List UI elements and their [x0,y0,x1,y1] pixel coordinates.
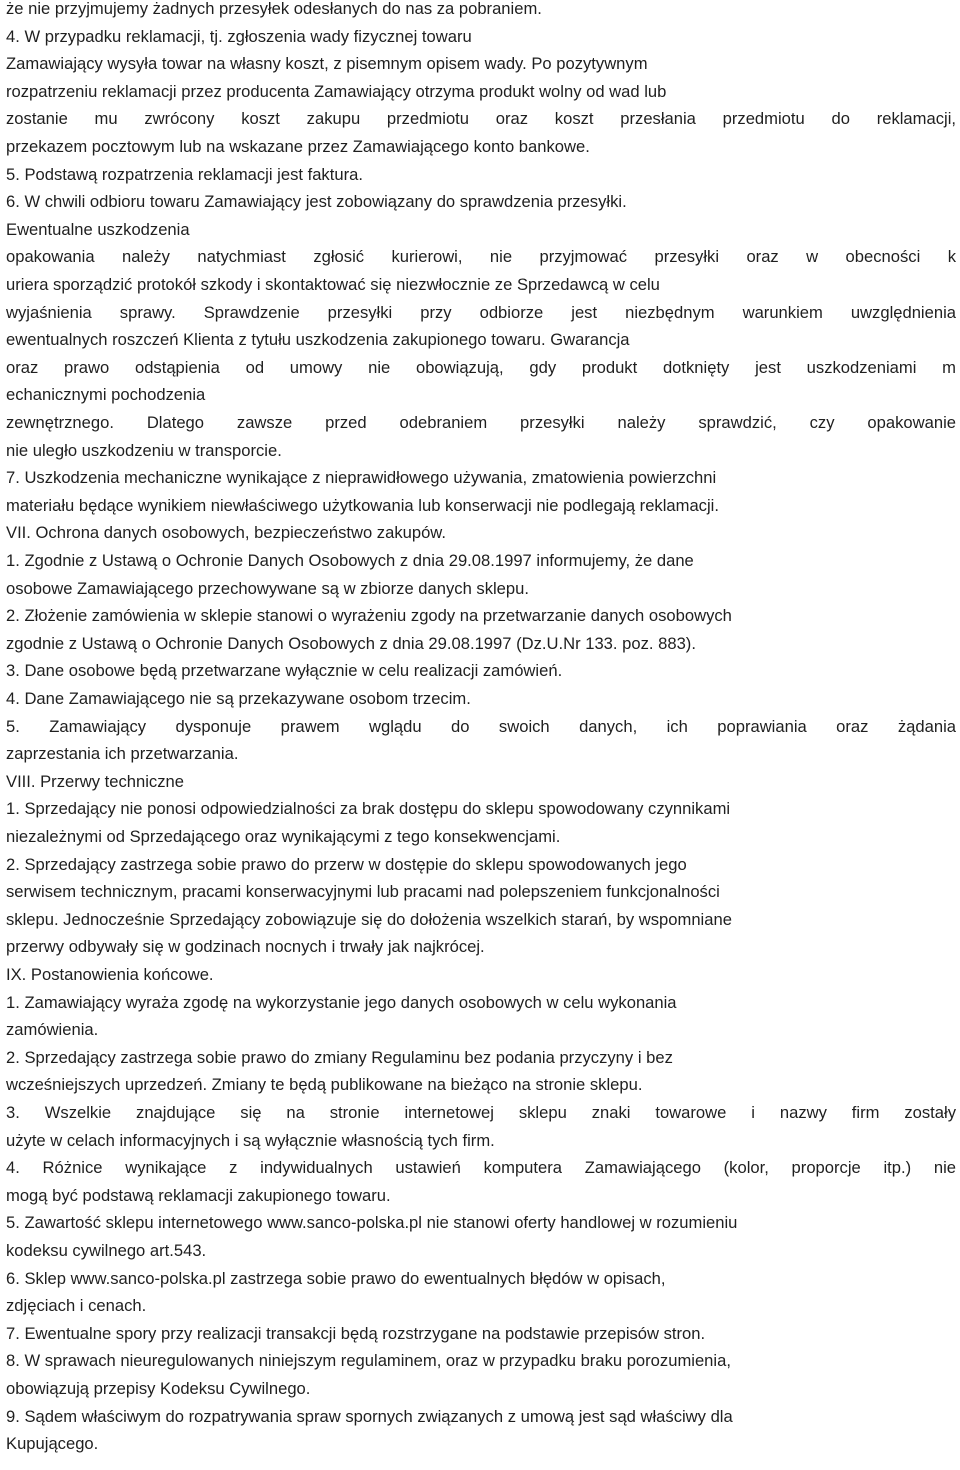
text-line: IX. Postanowienia końcowe. [6,965,214,984]
text-line: nie uległo uszkodzeniu w transporcie. [6,440,282,460]
text-line: 3. Dane osobowe będą przetwarzane wyłącznie w celu realizacji zamówień. [6,661,563,681]
text-line: 4. W przypadku reklamacji, tj. zgłoszenia wady fizycznej towaru [6,26,472,46]
text-line: 1. Zamawiający wyraża zgodę na wykorzystanie jego danych osobowych w celu wykonania [6,992,677,1012]
text-line: zostanie mu zwrócony koszt zakupu przedmiotu oraz koszt przesłania przedmiotu do reklamacji, [6,109,956,129]
text-line: 5. Zawartość sklepu internetowego www.sanco-polska.pl nie stanowi oferty handlowej w rozumieniu [6,1213,738,1233]
text-line: kodeksu cywilnego art.543. [6,1241,207,1260]
text-line: 4. Dane Zamawiającego nie są przekazywane osobom trzecim. [6,689,471,708]
text-line: sklepu. Jednocześnie Sprzedający zobowiązuje się do dołożenia wszelkich starań, by wspomniane [6,909,732,929]
text-line: rozpatrzeniu reklamacji przez producenta Zamawiający otrzyma produkt wolny od wad lub [6,81,667,101]
text-line: 5. Podstawą rozpatrzenia reklamacji jest faktura. [6,164,363,184]
text-line: przerwy odbywały się w godzinach nocnych i trwały jak najkrócej. [6,937,485,957]
text-line: 2. Złożenie zamówienia w sklepie stanowi o wyrażeniu zgody na przetwarzanie danych osobowych [6,606,732,626]
text-line: 3. Wszelkie znajdujące się na stronie internetowej sklepu znaki towarowe i nazwy firm zostały [6,1103,956,1122]
text-line: wyjaśnienia sprawy. Sprawdzenie przesyłki przy odbiorze jest niezbędnym warunkiem uwzględnienia [6,302,956,322]
text-line: wcześniejszych uprzedzeń. Zmiany te będą publikowane na bieżąco na stronie sklepu. [6,1075,643,1095]
text-line: 8. W sprawach nieuregulowanych niniejszym regulaminem, oraz w przypadku braku porozumienia, [6,1351,731,1371]
text-line: 4. Różnice wynikające z indywidualnych ustawień komputera Zamawiającego (kolor, proporcje itp.) nie [6,1158,956,1178]
text-line: 1. Sprzedający nie ponosi odpowiedzialności za brak dostępu do sklepu spowodowany czynnikami [6,799,731,819]
text-line: opakowania należy natychmiast zgłosić kurierowi, nie przyjmować przesyłki oraz w obecności k [6,247,956,267]
text-line: zaprzestania ich przetwarzania. [6,744,239,764]
text-line: serwisem technicznym, pracami konserwacyjnymi lub pracami nad polepszeniem funkcjonalności [6,882,720,902]
text-line: 7. Uszkodzenia mechaniczne wynikające z nieprawidłowego używania, zmatowienia powierzchni [6,468,717,488]
text-line: zgodnie z Ustawą o Ochronie Danych Osobowych z dnia 29.08.1997 (Dz.U.Nr 133. poz. 883). [6,633,696,653]
text-line: 6. W chwili odbioru towaru Zamawiający jest zobowiązany do sprawdzenia przesyłki. [6,192,627,212]
text-line: VIII. Przerwy techniczne [6,771,184,791]
text-line: 2. Sprzedający zastrzega sobie prawo do przerw w dostępie do sklepu spowodowanych jego [6,854,687,874]
text-line: 1. Zgodnie z Ustawą o Ochronie Danych Osobowych z dnia 29.08.1997 informujemy, że dane [6,551,694,570]
text-line: Zamawiający wysyła towar na własny koszt, z pisemnym opisem wady. Po pozytywnym [6,54,648,74]
text-line: 5. Zamawiający dysponuje prawem wglądu do swoich danych, ich poprawiania oraz żądania [6,716,956,736]
text-line: zewnętrznego. Dlatego zawsze przed odebraniem przesyłki należy sprawdzić, czy opakowanie [6,413,956,432]
text-line: VII. Ochrona danych osobowych, bezpieczeństwo zakupów. [6,523,446,543]
text-line: Kupującego. [6,1434,99,1454]
text-line: zdjęciach i cenach. [6,1296,147,1316]
text-line: obowiązują przepisy Kodeksu Cywilnego. [6,1379,311,1398]
text-line: uriera sporządzić protokół szkody i skontaktować się niezwłocznie ze Sprzedawcą w celu [6,275,660,294]
text-line: użyte w celach informacyjnych i są wyłącznie własnością tych firm. [6,1130,495,1150]
text-line: 6. Sklep www.sanco-polska.pl zastrzega sobie prawo do ewentualnych błędów w opisach, [6,1268,666,1288]
text-line: Ewentualne uszkodzenia [6,219,190,239]
text-line: 9. Sądem właściwym do rozpatrywania spraw spornych związanych z umową jest sąd właściwy dla [6,1406,733,1426]
text-line: materiału będące wynikiem niewłaściwego użytkowania lub konserwacji nie podlegają reklamacji. [6,495,719,515]
text-line: ewentualnych roszczeń Klienta z tytułu uszkodzenia zakupionego towaru. Gwarancja [6,330,630,350]
text-line: 2. Sprzedający zastrzega sobie prawo do zmiany Regulaminu bez podania przyczyny i bez [6,1047,673,1067]
text-line: że nie przyjmujemy żadnych przesyłek odesłanych do nas za pobraniem. [6,0,542,18]
text-line: oraz prawo odstąpienia od umowy nie obowiązują, gdy produkt dotknięty jest uszkodzeniami m [6,357,956,377]
text-line: przekazem pocztowym lub na wskazane przez Zamawiającego konto bankowe. [6,137,590,156]
text-line: 7. Ewentualne spory przy realizacji transakcji będą rozstrzygane na podstawie przepisów stron. [6,1323,706,1343]
text-line: mogą być podstawą reklamacji zakupionego towaru. [6,1185,391,1205]
text-line: zamówienia. [6,1020,99,1040]
text-line: echanicznymi pochodzenia [6,385,206,405]
text-line: osobowe Zamawiającego przechowywane są w zbiorze danych sklepu. [6,578,529,598]
text-line: niezależnymi od Sprzedającego oraz wynikającymi z tego konsekwencjami. [6,827,561,846]
